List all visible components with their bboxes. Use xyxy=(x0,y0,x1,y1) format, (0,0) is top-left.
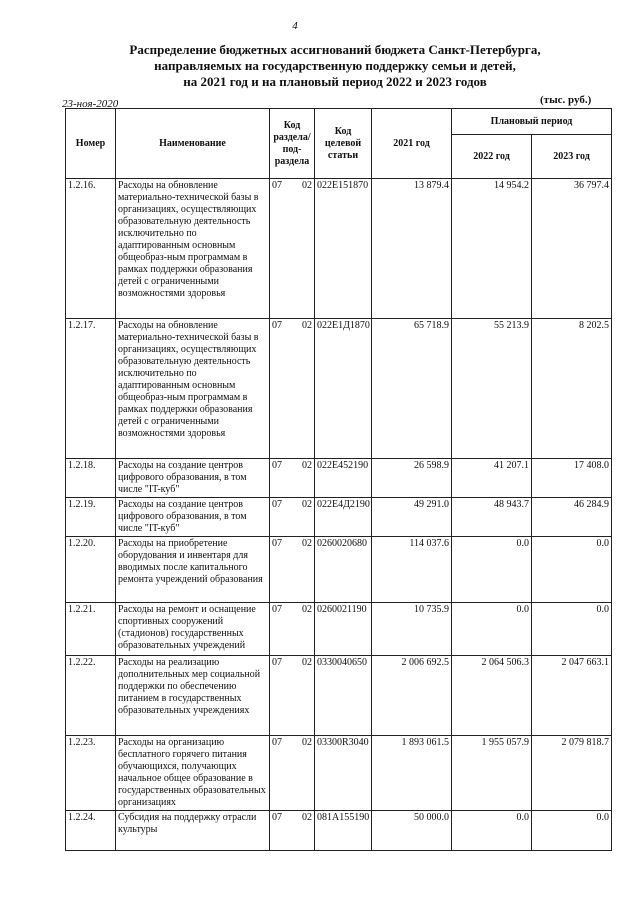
row-section-code: 07 xyxy=(272,737,282,748)
row-section-code: 07 xyxy=(272,180,282,191)
row-number: 1.2.22. xyxy=(66,656,116,736)
row-value-2021: 49 291.0 xyxy=(372,498,452,537)
row-value-2021: 1 893 061.5 xyxy=(372,736,452,811)
row-name: Расходы на приобретение оборудования и инвентаря для вводимых после капитального ремонта учреждений образования xyxy=(116,537,270,603)
row-value-2023: 0.0 xyxy=(532,603,612,656)
row-value-2023: 36 797.4 xyxy=(532,179,612,319)
table-row xyxy=(66,179,612,319)
row-target-code: 0260020680 xyxy=(315,537,372,603)
table-row xyxy=(66,656,612,736)
header-2023: 2023 год xyxy=(532,135,612,179)
row-number: 1.2.23. xyxy=(66,736,116,811)
row-value-2023: 17 408.0 xyxy=(532,459,612,498)
header-2021: 2021 год xyxy=(372,109,452,179)
row-value-2021: 10 735.9 xyxy=(372,603,452,656)
row-value-2021: 50 000.0 xyxy=(372,811,452,851)
row-value-2023: 0.0 xyxy=(532,811,612,851)
row-subsection-code: 02 xyxy=(302,538,312,549)
row-subsection-code: 02 xyxy=(302,460,312,471)
row-value-2022: 1 955 057.9 xyxy=(452,736,532,811)
row-section xyxy=(270,498,315,537)
row-section-code: 07 xyxy=(272,460,282,471)
table-row xyxy=(66,811,612,851)
row-target-code: 0330040650 xyxy=(315,656,372,736)
row-value-2021: 114 037.6 xyxy=(372,537,452,603)
table-row xyxy=(66,537,612,603)
row-subsection-code: 02 xyxy=(302,499,312,510)
row-number: 1.2.17. xyxy=(66,319,116,459)
row-value-2023: 2 079 818.7 xyxy=(532,736,612,811)
header-name: Наименование xyxy=(116,109,270,179)
row-target-code: 081A155190 xyxy=(315,811,372,851)
row-value-2023: 46 284.9 xyxy=(532,498,612,537)
row-name: Расходы на обновление материально-технической базы в организациях, осуществляющих образовательную деятельность исключительно по адаптированным основным общеобраз-ным программам в рамках поддержки образования детей с ограниченными возможностями здоровья xyxy=(116,179,270,319)
row-name: Расходы на ремонт и оснащение спортивных сооружений (стадионов) государственных образовательных учреждений xyxy=(116,603,270,656)
row-name: Расходы на создание центров цифрового образования, в том числе "IT-куб" xyxy=(116,459,270,498)
header-planned: Плановый период xyxy=(452,109,612,135)
row-section xyxy=(270,603,315,656)
row-value-2023: 2 047 663.1 xyxy=(532,656,612,736)
row-number: 1.2.21. xyxy=(66,603,116,656)
budget-table xyxy=(65,108,612,851)
row-value-2021: 26 598.9 xyxy=(372,459,452,498)
row-target-code: 022E452190 xyxy=(315,459,372,498)
header-section: Код раздела/ под- раздела xyxy=(270,109,315,179)
document-title xyxy=(50,42,620,90)
table-row xyxy=(66,603,612,656)
row-section-code: 07 xyxy=(272,812,282,823)
row-subsection-code: 02 xyxy=(302,320,312,331)
table-row xyxy=(66,459,612,498)
row-target-code: 022E151870 xyxy=(315,179,372,319)
row-value-2022: 2 064 506.3 xyxy=(452,656,532,736)
row-section xyxy=(270,179,315,319)
row-number: 1.2.16. xyxy=(66,179,116,319)
title-line-2: направляемых на государственную поддержку семьи и детей, xyxy=(154,58,516,73)
table-row xyxy=(66,736,612,811)
row-value-2022: 0.0 xyxy=(452,603,532,656)
row-section-code: 07 xyxy=(272,499,282,510)
table-row xyxy=(66,319,612,459)
row-name: Расходы на обновление материально-технической базы в организациях, осуществляющих образовательную деятельность исключительно по адаптированным основным общеобраз-ным программам в рамках поддержки образования детей с ограниченными возможностями здоровья xyxy=(116,319,270,459)
row-value-2022: 55 213.9 xyxy=(452,319,532,459)
row-value-2021: 13 879.4 xyxy=(372,179,452,319)
row-number: 1.2.20. xyxy=(66,537,116,603)
row-target-code: 022E4Д2190 xyxy=(315,498,372,537)
row-target-code: 0260021190 xyxy=(315,603,372,656)
row-section xyxy=(270,811,315,851)
row-value-2022: 48 943.7 xyxy=(452,498,532,537)
header-target: Код целевой статьи xyxy=(315,109,372,179)
row-section xyxy=(270,537,315,603)
row-subsection-code: 02 xyxy=(302,737,312,748)
row-value-2022: 0.0 xyxy=(452,811,532,851)
row-subsection-code: 02 xyxy=(302,604,312,615)
row-section-code: 07 xyxy=(272,538,282,549)
row-value-2022: 41 207.1 xyxy=(452,459,532,498)
row-target-code: 022E1Д1870 xyxy=(315,319,372,459)
row-section xyxy=(270,319,315,459)
row-value-2021: 65 718.9 xyxy=(372,319,452,459)
row-name: Расходы на создание центров цифрового образования, в том числе "IT-куб" xyxy=(116,498,270,537)
row-section-code: 07 xyxy=(272,604,282,615)
row-section xyxy=(270,459,315,498)
title-line-3: на 2021 год и на плановый период 2022 и 2023 годов xyxy=(183,74,487,89)
row-number: 1.2.19. xyxy=(66,498,116,537)
row-name: Расходы на реализацию дополнительных мер социальной поддержки по обеспечению питанием в государственных образовательных учреждениях xyxy=(116,656,270,736)
header-number: Номер xyxy=(66,109,116,179)
row-section-code: 07 xyxy=(272,320,282,331)
row-number: 1.2.24. xyxy=(66,811,116,851)
row-subsection-code: 02 xyxy=(302,812,312,823)
document-date: 23-ноя-2020 xyxy=(62,98,119,110)
row-section xyxy=(270,736,315,811)
row-section-code: 07 xyxy=(272,657,282,668)
row-value-2021: 2 006 692.5 xyxy=(372,656,452,736)
title-line-1: Распределение бюджетных ассигнований бюджета Санкт-Петербурга, xyxy=(129,42,541,57)
row-section xyxy=(270,656,315,736)
row-value-2023: 8 202.5 xyxy=(532,319,612,459)
units-label: (тыс. руб.) xyxy=(540,94,592,106)
row-number: 1.2.18. xyxy=(66,459,116,498)
table-row xyxy=(66,498,612,537)
page-number: 4 xyxy=(292,20,298,32)
row-subsection-code: 02 xyxy=(302,180,312,191)
row-target-code: 03300R3040 xyxy=(315,736,372,811)
row-name: Субсидия на поддержку отрасли культуры xyxy=(116,811,270,851)
row-subsection-code: 02 xyxy=(302,657,312,668)
row-value-2023: 0.0 xyxy=(532,537,612,603)
row-value-2022: 0.0 xyxy=(452,537,532,603)
row-name: Расходы на организацию бесплатного горячего питания обучающихся, получающих начальное общее образование в государственных образовательных организациях xyxy=(116,736,270,811)
header-2022: 2022 год xyxy=(452,135,532,179)
row-value-2022: 14 954.2 xyxy=(452,179,532,319)
